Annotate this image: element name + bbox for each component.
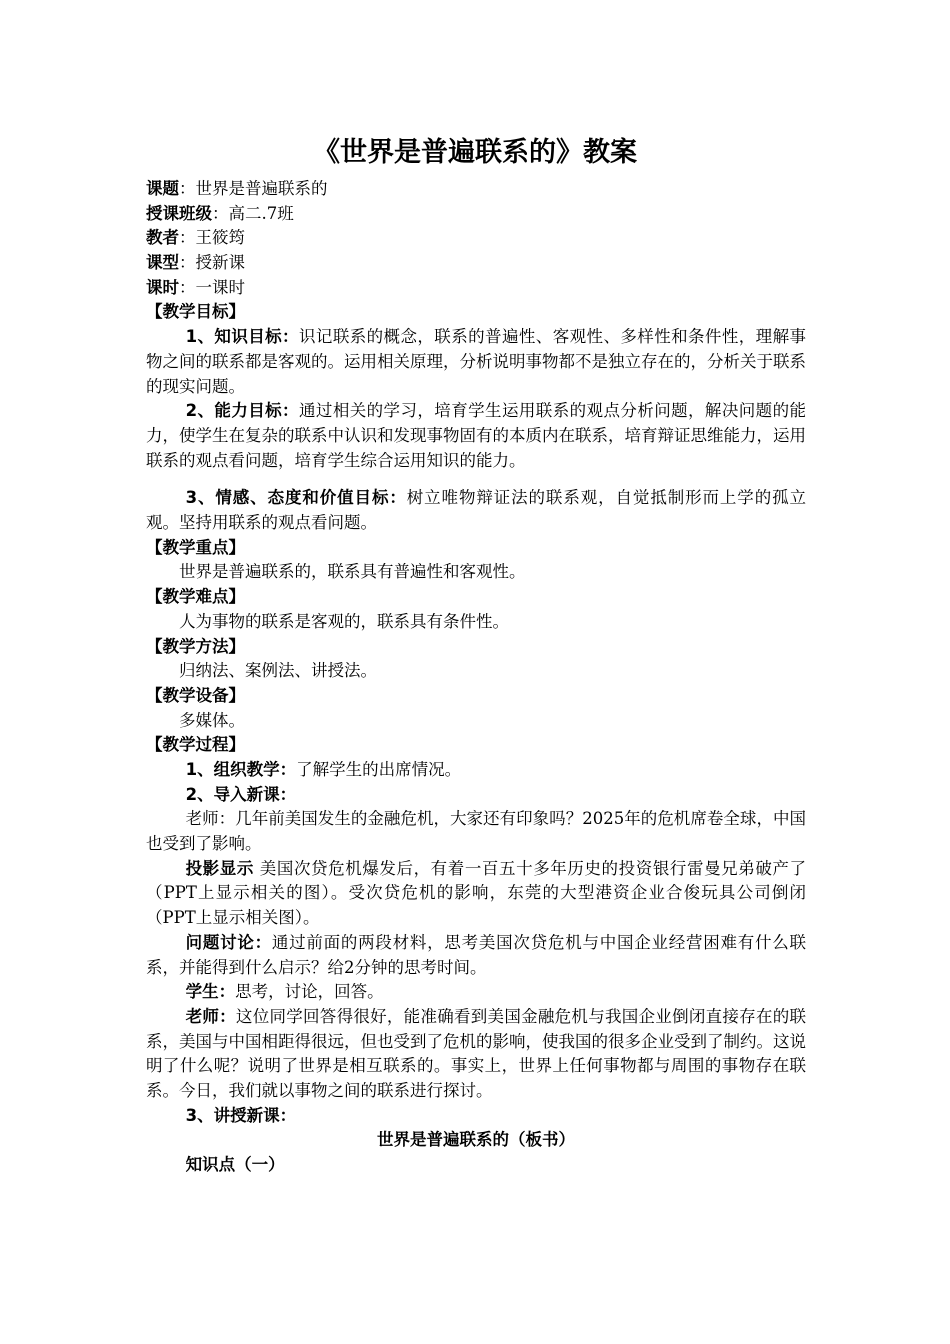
section-equipment-heading: 【教学设备】 [146, 685, 245, 705]
section-goals-heading: 【教学目标】 [146, 302, 245, 322]
goal-knowledge [146, 325, 806, 399]
document-title: 《世界是普遍联系的》教案 [313, 137, 637, 168]
step-organize-label: 1、组织教学： [185, 759, 297, 779]
step-teach-label: 3、讲授新课： [185, 1105, 297, 1125]
meta-class [146, 202, 806, 227]
goal-ability [146, 399, 806, 473]
discussion-text: 通过前面的两段材料，思考美国次贷危机与中国企业经营困难有什么联系，并能得到什么启示？给2分钟的思考时间。 [146, 932, 807, 977]
student-text: 思考，讨论，回答。 [235, 982, 384, 1002]
board-title: 世界是普遍联系的（板书） [377, 1130, 575, 1150]
goal-ability-label: 2、能力目标： [185, 401, 299, 421]
goal-values [146, 486, 806, 535]
goal-values-label: 3、情感、态度和价值目标： [185, 488, 407, 508]
projection [146, 857, 806, 931]
class-value: 高二.7班 [228, 203, 294, 223]
step-intro-label: 2、导入新课： [185, 784, 297, 804]
section-methods-heading: 【教学方法】 [146, 636, 245, 656]
hours-value: 一课时 [195, 277, 245, 297]
colon: ： [179, 277, 196, 297]
teacher-summary [146, 1005, 806, 1104]
equipment-text: 多媒体。 [179, 710, 245, 730]
meta-teacher [146, 226, 806, 251]
projection-text: 美国次贷危机爆发后，有着一百五十多年历史的投资银行雷曼兄弟破产了（PPT上显示相关的图）。受次贷危机的影响，东莞的大型港资企业合俊玩具公司倒闭（PPT上显示相关图）。 [146, 858, 807, 928]
section-difficulty-heading: 【教学难点】 [146, 587, 245, 607]
goal-knowledge-label: 1、知识目标： [185, 327, 299, 347]
document-body [146, 177, 806, 1178]
goal-ability-text: 通过相关的学习，培育学生运用联系的观点分析问题，解决问题的能力，使学生在复杂的联系中认识和发现事物固有的本质内在联系，培育辩证思维能力，运用联系的观点看问题，培育学生综合运用知识的能力。 [146, 401, 807, 470]
colon: ： [179, 179, 196, 198]
projection-label: 投影显示 [185, 858, 254, 878]
colon: ： [212, 203, 229, 223]
section-process-heading: 【教学过程】 [146, 735, 245, 755]
teacher-intro: 老师：几年前美国发生的金融危机，大家还有印象吗？2025年的危机席卷全球，中国也受到了影响。 [146, 809, 806, 854]
type-label: 课型 [146, 253, 179, 273]
class-label: 授课班级 [146, 203, 212, 223]
meta-hours [146, 276, 806, 301]
colon: ： [179, 253, 196, 273]
student-response [146, 980, 806, 1005]
teacher-label: 教者 [146, 228, 179, 248]
knowledge-point-1: 知识点（一） [185, 1155, 285, 1175]
spacer [146, 473, 806, 486]
key-text: 世界是普遍联系的，联系具有普遍性和客观性。 [179, 562, 526, 582]
discussion-label: 问题讨论： [185, 932, 272, 952]
step-organize-text: 了解学生的出席情况。 [296, 759, 462, 779]
hours-label: 课时 [146, 277, 179, 297]
topic-label: 课题 [146, 179, 179, 198]
discussion [146, 931, 806, 980]
teacher-summary-text: 这位同学回答得很好，能准确看到美国金融危机与我国企业倒闭直接存在的联系，美国与中国相距得很远，但也受到了危机的影响，使我国的很多企业受到了制约。这说明了什么呢？说明了世界是相互联系的。事实上，世界上任何事物都与周围的事物存在联系。今日，我们就以事物之间的联系进行探讨。 [146, 1006, 807, 1101]
colon: ： [179, 228, 196, 248]
student-label: 学生： [185, 982, 236, 1002]
methods-text: 归纳法、案例法、讲授法。 [179, 661, 377, 681]
teacher-summary-label: 老师： [185, 1006, 236, 1026]
teacher-value: 王筱筠 [195, 228, 245, 248]
goal-knowledge-text: 识记联系的概念，联系的普遍性、客观性、多样性和条件性，理解事物之间的联系都是客观的。运用相关原理，分析说明事物都不是独立存在的，分析关于联系的现实问题。 [146, 327, 807, 396]
topic-value: 世界是普遍联系的 [195, 179, 328, 198]
goal-values-text: 树立唯物辩证法的联系观，自觉抵制形而上学的孤立观。坚持用联系的观点看问题。 [146, 488, 807, 533]
type-value: 授新课 [195, 253, 245, 273]
section-key-heading: 【教学重点】 [146, 537, 245, 557]
meta-type [146, 251, 806, 276]
meta-topic [146, 177, 806, 202]
difficulty-text: 人为事物的联系是客观的，联系具有条件性。 [179, 611, 509, 631]
step-organize [146, 758, 806, 783]
